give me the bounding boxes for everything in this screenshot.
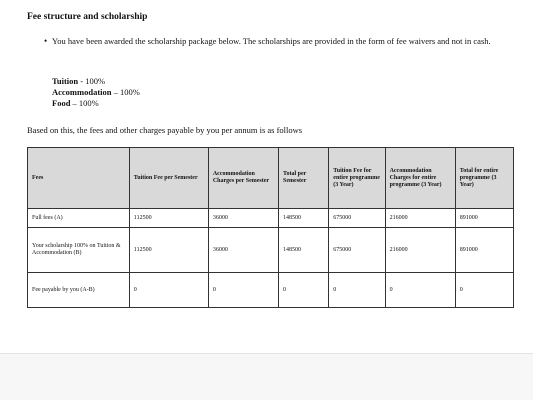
table-cell: Full fees (A) xyxy=(28,209,130,228)
header-cell: Fees xyxy=(28,148,130,209)
scholarship-label: Accommodation xyxy=(52,87,112,97)
table-row xyxy=(28,209,514,228)
header-cell: Accommodation Charges for entire programme (3 Year) xyxy=(385,148,455,209)
scholarship-value: - 100% xyxy=(78,76,106,86)
section-heading: Fee structure and scholarship xyxy=(27,12,148,22)
header-cell: Total for entire programme (3 Year) xyxy=(455,148,513,209)
scholarship-label: Food xyxy=(52,98,71,108)
table-cell: 36000 xyxy=(208,209,278,228)
scholarship-value: – 100% xyxy=(70,98,99,108)
table-cell: 148500 xyxy=(279,209,329,228)
header-cell: Tuition Fee per Semester xyxy=(129,148,208,209)
bullet-item xyxy=(44,36,512,46)
table-row xyxy=(28,228,514,273)
table-cell: 36000 xyxy=(208,228,278,273)
scholarship-food xyxy=(52,98,140,109)
bullet-icon: • xyxy=(44,36,48,46)
header-cell: Accommodation Charges per Semester xyxy=(208,148,278,209)
scholarship-list xyxy=(52,76,140,109)
header-cell: Tuition Fee for entire programme (3 Year) xyxy=(329,148,385,209)
table-cell: 0 xyxy=(279,273,329,308)
table-cell: Your scholarship 100% on Tuition & Accommodation (B) xyxy=(28,228,130,273)
table-cell: 0 xyxy=(385,273,455,308)
table-cell: 148500 xyxy=(279,228,329,273)
table-header-row xyxy=(28,148,514,209)
table-cell: 112500 xyxy=(129,228,208,273)
table-cell: 891000 xyxy=(455,228,513,273)
table-cell: 216000 xyxy=(385,228,455,273)
table-cell: 891000 xyxy=(455,209,513,228)
header-cell: Total per Semester xyxy=(279,148,329,209)
fee-table xyxy=(27,147,514,308)
table-cell: 0 xyxy=(129,273,208,308)
table-cell: 0 xyxy=(208,273,278,308)
table-cell: 675000 xyxy=(329,209,385,228)
table-row xyxy=(28,273,514,308)
scholarship-tuition xyxy=(52,76,140,87)
table-cell: Fee payable by you (A-B) xyxy=(28,273,130,308)
table-cell: 112500 xyxy=(129,209,208,228)
table-cell: 0 xyxy=(329,273,385,308)
table-cell: 216000 xyxy=(385,209,455,228)
bottom-area xyxy=(0,354,533,400)
scholarship-accommodation xyxy=(52,87,140,98)
scholarship-label: Tuition xyxy=(52,76,79,86)
bullet-text: You have been awarded the scholarship package below. The scholarships are provided in the form of fee waivers and not in cash. xyxy=(52,36,491,46)
intro-text: Based on this, the fees and other charges payable by you per annum is as follows xyxy=(27,125,303,135)
table-cell: 0 xyxy=(455,273,513,308)
table-cell: 675000 xyxy=(329,228,385,273)
scholarship-value: – 100% xyxy=(111,87,140,97)
